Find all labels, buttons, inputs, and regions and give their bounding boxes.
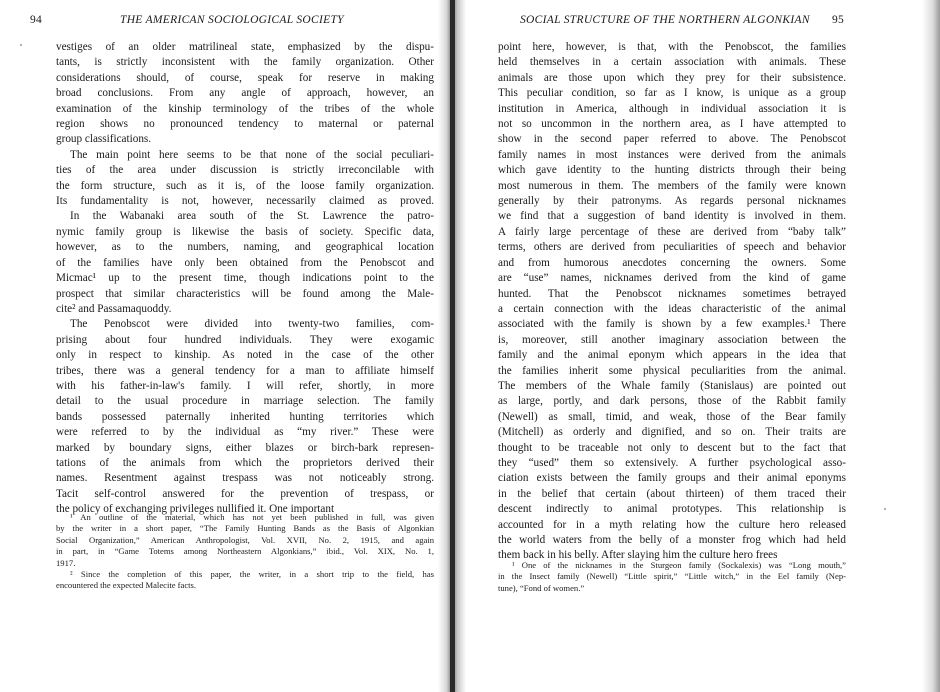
- running-head-right: SOCIAL STRUCTURE OF THE NORTHERN ALGONKIAN: [520, 14, 810, 26]
- text-line: nymic family group is likewise the basis of society. Specific data,: [56, 225, 434, 238]
- text-line: Tacit self-control answered for the prevention of trespass, or: [56, 487, 434, 500]
- text-line: as large, portly, and dark persons, those of the Rabbit family: [498, 395, 846, 408]
- page-edge-right: [922, 0, 940, 692]
- page-number-right: 95: [832, 14, 845, 26]
- text-line: show in the second paper referred to above. The Penobscot: [498, 133, 846, 146]
- text-line: (Newell) as small, timid, and weak, those of the Bear family: [498, 410, 846, 423]
- text-line: names. Resentment against trespass was not noticeably strong.: [56, 472, 434, 485]
- text-line: hunted. That the Penobscot nicknames sometimes betrayed: [498, 287, 846, 300]
- text-line: associated with the family is shown by a few examples.¹ There: [498, 318, 846, 331]
- text-line: accounted for in a myth relating how the culture hero released: [498, 518, 846, 531]
- text-line: descent indirectly to animal prototypes. This relationship is: [498, 503, 846, 516]
- text-line: however, as to the numbers, naming, and geographical location: [56, 241, 434, 254]
- text-line: they “used” them so extensively. A further psychological asso-: [498, 456, 846, 469]
- text-line: tations of the animals from which the proprietors derived their: [56, 456, 434, 469]
- text-line: The Penobscot were divided into twenty-two families, com-: [70, 318, 434, 331]
- footnote-line: Social Organization,” American Anthropologist, Vol. XVII, No. 2, 1915, and again: [56, 534, 434, 545]
- text-line: A fairly large percentage of these are derived from “baby talk”: [498, 225, 846, 238]
- text-line: most numerous in them. The members of the family were known: [498, 179, 846, 192]
- text-line: the policy of exchanging privileges nullified it. One important: [56, 503, 335, 516]
- text-line: bands possessed paternally inherited hunting territories which: [56, 410, 434, 423]
- text-line: Its fundamentality is not, however, necessarily claimed as proved.: [56, 195, 434, 208]
- text-line: prising about four hundred individuals. They were exogamic: [56, 333, 434, 346]
- text-line: them back in his belly. After slaying him the culture hero frees: [498, 549, 778, 562]
- running-head-left: THE AMERICAN SOCIOLOGICAL SOCIETY: [120, 14, 344, 26]
- text-line: detail to the usual procedure in marriage selection. The family: [56, 395, 434, 408]
- footnote-line: encountered the expected Malecite facts.: [56, 580, 197, 591]
- text-line: only in respect to kinship. As noted in the case of the other: [56, 349, 434, 362]
- text-line: a certain connection with the ideas characteristic of the animal: [498, 302, 846, 315]
- text-line: generally by their patronyms. As regards personal nicknames: [498, 195, 846, 208]
- right-footnotes: [498, 560, 846, 594]
- text-line: ties of the area under discussion is strictly irreconcilable with: [56, 164, 434, 177]
- text-line: tribes, there was a general tendency for a man to affiliate himself: [56, 364, 434, 377]
- footnote-line: ¹ One of the nicknames in the Sturgeon family (Sockalexis) was “Long mouth,”: [512, 560, 846, 570]
- text-line: in the belief that certain (about thirteen) of them traced their: [498, 487, 846, 500]
- footnote-line: in the Insect family (Newell) “Little spirit,” “Little witch,” in the Eel family (Nep-: [498, 571, 846, 582]
- text-line: region shows no pronounced tendency to maternal or paternal: [56, 118, 434, 131]
- text-line: institution in America, although in individual association it is: [498, 102, 846, 115]
- footnote-line: ² Since the completion of this paper, the writer, in a short trip to the field, has: [70, 569, 434, 580]
- text-line: considerations should, of course, speak for reserve in making: [56, 71, 434, 84]
- text-line: group classifications.: [56, 133, 152, 146]
- footnote-line: in part, in “Game Totems among Northeastern Algonkians,” ibid., Vol. XIX, No. 1,: [56, 546, 434, 557]
- text-line: family names in most instances were derived from the animals: [498, 148, 846, 161]
- paper-speck: [884, 508, 886, 510]
- text-line: marked by boundary signs, either blazes or birch-bark represen-: [56, 441, 434, 454]
- text-line: In the Wabanaki area south of the St. Lawrence the patro-: [70, 210, 434, 223]
- footnote-line: tune), “Fond of women.”: [498, 582, 585, 593]
- text-line: which gave identity to the hunting districts through their being: [498, 164, 846, 177]
- page-number-left: 94: [30, 14, 43, 26]
- left-footnotes: [56, 512, 434, 592]
- text-line: (Mitchell) as orderly and dignified, and so on. Their traits are: [498, 426, 846, 439]
- text-line: animals are those upon which they prey for their subsistence.: [498, 71, 846, 84]
- text-line: held themselves in a certain association with animals. These: [498, 56, 846, 69]
- text-line: ciation exists between the family groups and their animal eponyms: [498, 472, 846, 485]
- text-line: the form structure, such as it is, of the loose family organization.: [56, 179, 434, 192]
- paper-speck: [20, 44, 22, 46]
- text-line: we find that a suggestion of band identity is involved in them.: [498, 210, 846, 223]
- text-line: family and the animal eponym which appears in the idea that: [498, 349, 846, 362]
- text-line: Micmac¹ up to the present time, though indications point to the: [56, 272, 434, 285]
- text-line: This peculiar condition, so far as I know, is unique as a group: [498, 87, 846, 100]
- text-line: terms, others are derived from peculiarities of speech and behavior: [498, 241, 846, 254]
- left-body-text: [56, 40, 434, 518]
- text-line: the world waters from the belly of a monster frog which had held: [498, 534, 846, 546]
- text-line: prospect that similar characteristics will be found among the Male-: [56, 287, 434, 300]
- footnote-line: 1917.: [56, 557, 76, 568]
- text-line: examination of the kinship terminology of the tribes of the whole: [56, 102, 434, 115]
- text-line: The main point here seems to be that none of the social peculiari-: [70, 148, 434, 161]
- text-line: thought to be traceable not only to descent but to the fact that: [498, 441, 846, 454]
- text-line: is, moreover, still another imaginary association between the: [498, 333, 846, 346]
- text-line: vestiges of an older matrilineal state, emphasized by the dispu-: [56, 41, 434, 53]
- footnote-line: ¹ An outline of the material, which has not yet been published in full, was given: [70, 512, 434, 522]
- text-line: not so uncommon in the northern area, as I have attempted to: [498, 118, 846, 131]
- text-line: tants, is strictly inconsistent with the family organization. Other: [56, 56, 434, 69]
- text-line: were referred to by the individual as “my river.” These were: [56, 426, 434, 439]
- right-body-text: [498, 40, 846, 564]
- text-line: with his father-in-law's family. I will refer, shortly, in more: [56, 379, 434, 392]
- text-line: and from humorous anecdotes concerning the owners. Some: [498, 256, 846, 269]
- text-line: are “use” names, nicknames derived from the kind of game: [498, 272, 846, 285]
- text-line: point here, however, is that, with the Penobscot, the families: [498, 41, 846, 53]
- gutter-shadow-line: [450, 0, 455, 692]
- text-line: of the families have only been obtained from the Penobscot and: [56, 256, 434, 269]
- text-line: The members of the Whale family (Stanislaus) are pointed out: [498, 379, 846, 392]
- text-line: cite² and Passamaquoddy.: [56, 302, 172, 315]
- text-line: broad conclusions. From any angle of approach, however, an: [56, 87, 434, 100]
- footnote-line: by the writer in a short paper, “The Family Hunting Bands as the Basis of Algonkian: [56, 523, 434, 534]
- text-line: the families inherit some physical peculiarities from the animal.: [498, 364, 846, 377]
